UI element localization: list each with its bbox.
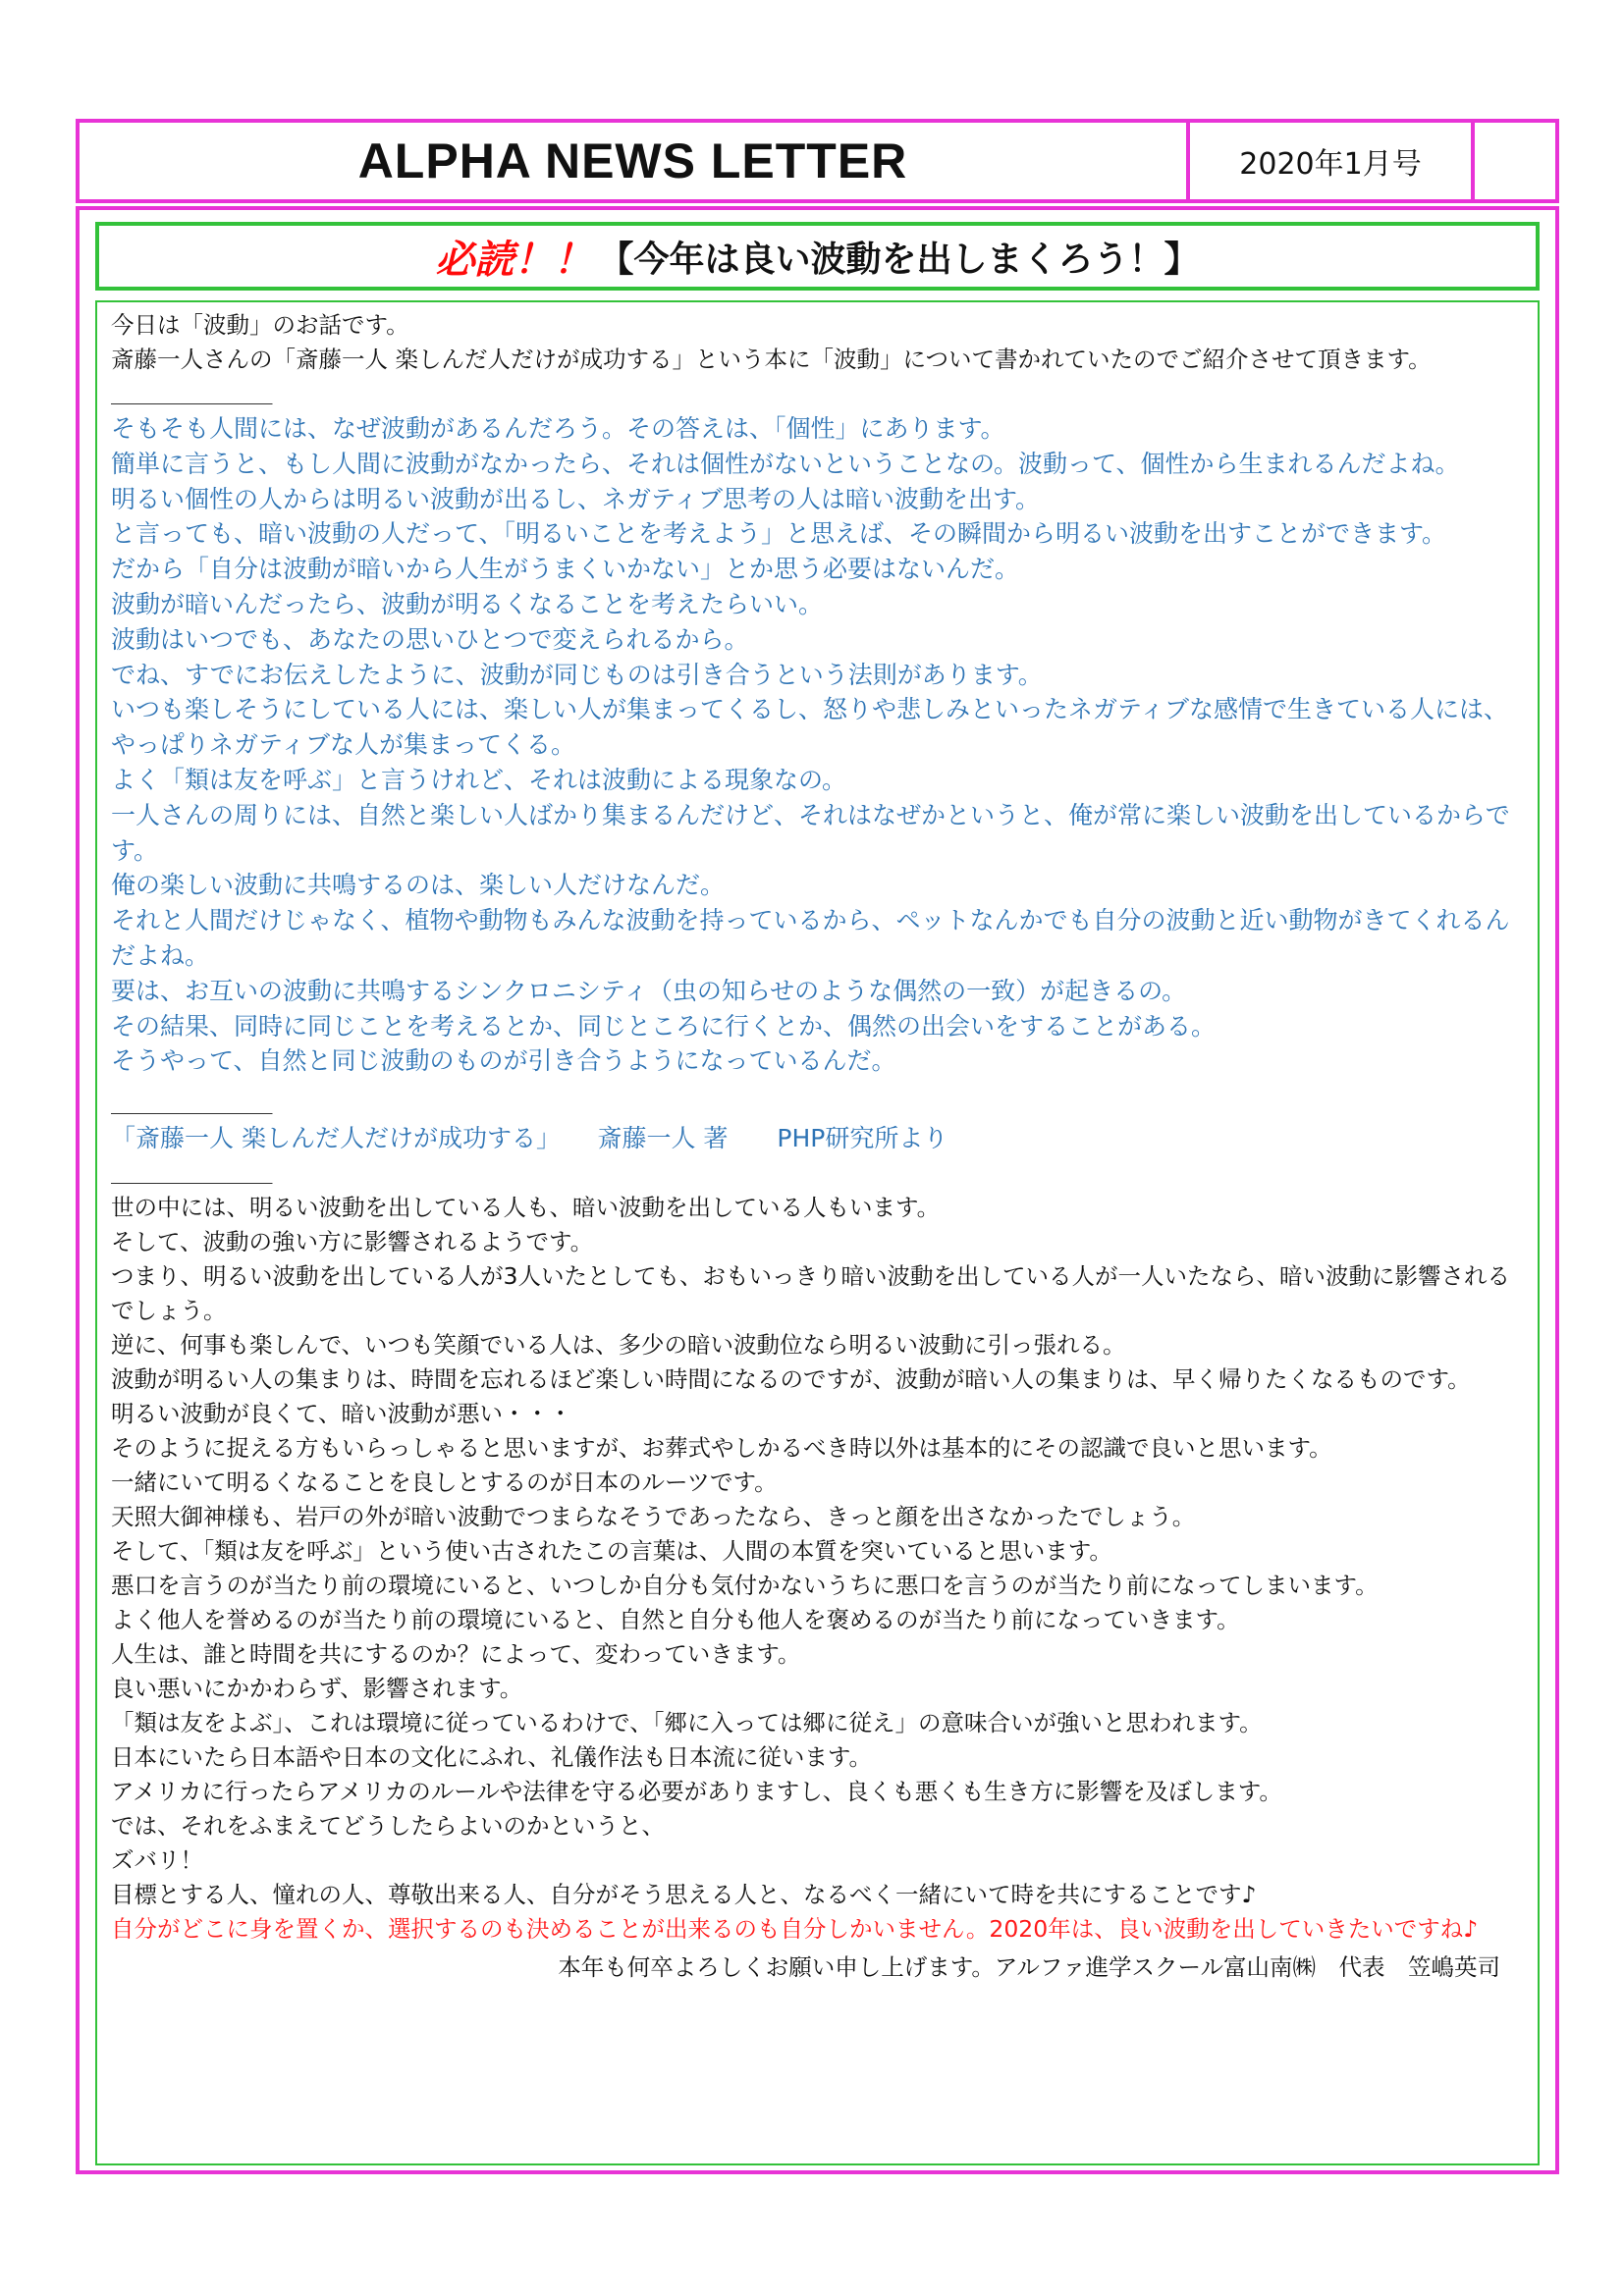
title-cell (80, 123, 1190, 199)
quote-line: 簡単に言うと、もし人間に波動がなかったら、それは個性がないということなの。波動って、個性から生まれるんだよね。 (111, 449, 1460, 478)
divider-rule: ＿＿＿＿＿＿＿ (111, 380, 273, 407)
commentary-line: 波動が明るい人の集まりは、時間を忘れるほど楽しい時間になるのですが、波動が暗い人の集まりは、早く帰りたくなるものです。 (111, 1364, 1471, 1393)
closing-message: 自分がどこに身を置くか、選択するのも決めることが出来るのも自分しかいません。2020年は、良い波動を出していきたいですね♪ (111, 1914, 1479, 1943)
quote-line: そもそも人間には、なぜ波動があるんだろう。その答えは、「個性」にあります。 (111, 414, 1005, 443)
quote-line: と言っても、暗い波動の人だって、「明るいことを考えよう」と思えば、その瞬間から明るい波動を出すことができます。 (111, 519, 1447, 549)
newsletter-frame (76, 206, 1559, 2174)
commentary-line: 日本にいたら日本語や日本の文化にふれ、礼儀作法も日本流に従います。 (111, 1742, 873, 1771)
commentary-line: そして、波動の強い方に影響されるようです。 (111, 1227, 594, 1255)
signature: 本年も何卒よろしくお願い申し上げます。アルファ進学スクール富山南㈱ 代表 笠嶋英司 (558, 1952, 1500, 1981)
quote-line: 一人さんの周りには、自然と楽しい人ばかり集まるんだけど、それはなぜかというと、俺が常に楽しい波動を出しているからです。 (111, 800, 1510, 865)
commentary-line: つまり、明るい波動を出している人が3人いたとしても、おもいっきり暗い波動を出している人が一人いたなら、暗い波動に影響されるでしょう。 (111, 1261, 1510, 1324)
intro-line: 今日は「波動」のお話です。 (111, 311, 409, 339)
divider-rule: ＿＿＿＿＿＿＿ (111, 1090, 273, 1118)
quote-line: 明るい個性の人からは明るい波動が出るし、ネガティブ思考の人は暗い波動を出す。 (111, 484, 1041, 513)
commentary-line: よく他人を誉めるのが当たり前の環境にいると、自然と自分も他人を褒めるのが当たり前になっていきます。 (111, 1605, 1240, 1633)
quote-line: 俺の楽しい波動に共鳴するのは、楽しい人だけなんだ。 (111, 871, 726, 900)
commentary-line: アメリカに行ったらアメリカのルールや法律を守る必要がありますし、良くも悪くも生き方に影響を及ぼします。 (111, 1777, 1282, 1805)
commentary-line: 人生は、誰と時間を共にするのか？によって、変わっていきます。 (111, 1639, 801, 1668)
quote-line: そうやって、自然と同じ波動のものが引き合うようになっているんだ。 (111, 1046, 896, 1076)
quote-line: 要は、お互いの波動に共鳴するシンクロニシティ（虫の知らせのような偶然の一致）が起きるの。 (111, 976, 1187, 1005)
headline-text: 【今年は良い波動を出しまくろう！】 (598, 239, 1200, 280)
headline-banner (95, 222, 1540, 291)
commentary-line: そのように捉える方もいらっしゃると思いますが、お葬式やしかるべき時以外は基本的にその認識で良いと思います。 (111, 1433, 1332, 1462)
commentary-line: 天照大御神様も、岩戸の外が暗い波動でつまらなそうであったなら、きっと顔を出さなかったでしょう。 (111, 1502, 1196, 1530)
issue-date: 2020年1月号 (1239, 147, 1422, 182)
book-source: 「斎藤一人 楽しんだ人だけが成功する」 斎藤一人 著 PHP研究所より (111, 1124, 948, 1153)
divider-rule: ＿＿＿＿＿＿＿ (111, 1158, 273, 1187)
commentary-line: 一緒にいて明るくなることを良しとするのが日本のルーツです。 (111, 1468, 778, 1496)
quote-line: それと人間だけじゃなく、植物や動物もみんな波動を持っているから、ペットなんかでも自分の波動と近い動物がきてくれるんだよね。 (111, 906, 1510, 970)
commentary-line: 「類は友をよぶ」、これは環境に従っているわけで、「郷に入っては郷に従え」の意味合いが強いと思われます。 (111, 1708, 1263, 1736)
commentary (111, 1191, 1524, 1912)
article-body (95, 300, 1540, 2165)
header-empty-cell (1475, 123, 1555, 199)
must-read-label: 必読！！ (435, 237, 593, 283)
book-quote (111, 411, 1524, 1079)
quote-line: いつも楽しそうにしている人には、楽しい人が集まってくるし、怒りや悲しみといったネガティブな感情で生きている人には、やっぱりネガティブな人が集まってくる。 (111, 695, 1509, 760)
commentary-line: 目標とする人、憧れの人、尊敬出来る人、自分がそう思える人と、なるべく一緒にいて時を共にすることです♪ (111, 1880, 1257, 1908)
commentary-line: 良い悪いにかかわらず、影響されます。 (111, 1674, 523, 1702)
intro-line: 斎藤一人さんの「斎藤一人 楽しんだ人だけが成功する」という本に「波動」について書かれていたのでご紹介させて頂きます。 (111, 346, 1432, 373)
quote-line: その結果、同時に同じことを考えるとか、同じところに行くとか、偶然の出会いをすることがある。 (111, 1011, 1217, 1041)
quote-line: 波動が暗いんだったら、波動が明るくなることを考えたらいい。 (111, 589, 824, 618)
newsletter-header (76, 119, 1559, 203)
quote-line: よく「類は友を呼ぶ」と言うけれど、それは波動による現象なの。 (111, 765, 847, 794)
quote-line: 波動はいつでも、あなたの思いひとつで変えられるから。 (111, 624, 749, 654)
newsletter-title: ALPHA NEWS LETTER (357, 133, 908, 188)
quote-line: でね、すでにお伝えしたように、波動が同じものは引き合うという法則があります。 (111, 660, 1043, 689)
commentary-line: ズバリ！ (111, 1845, 203, 1874)
commentary-line: 世の中には、明るい波動を出している人も、暗い波動を出している人もいます。 (111, 1193, 941, 1221)
commentary-line: そして、「類は友を呼ぶ」という使い古されたこの言葉は、人間の本質を突いていると思います。 (111, 1536, 1112, 1565)
issue-cell (1190, 123, 1475, 199)
commentary-line: では、それをふまえてどうしたらよいのかというと、 (111, 1811, 665, 1840)
commentary-line: 明るい波動が良くて、暗い波動が悪い・・・ (111, 1399, 572, 1427)
quote-line: だから「自分は波動が暗いから人生がうまくいかない」とか思う必要はないんだ。 (111, 555, 1020, 584)
commentary-line: 逆に、何事も楽しんで、いつも笑顔でいる人は、多少の暗い波動位なら明るい波動に引っ張れる。 (111, 1330, 1126, 1359)
commentary-line: 悪口を言うのが当たり前の環境にいると、いつしか自分も気付かないうちに悪口を言うのが当たり前になってしまいます。 (111, 1571, 1379, 1599)
